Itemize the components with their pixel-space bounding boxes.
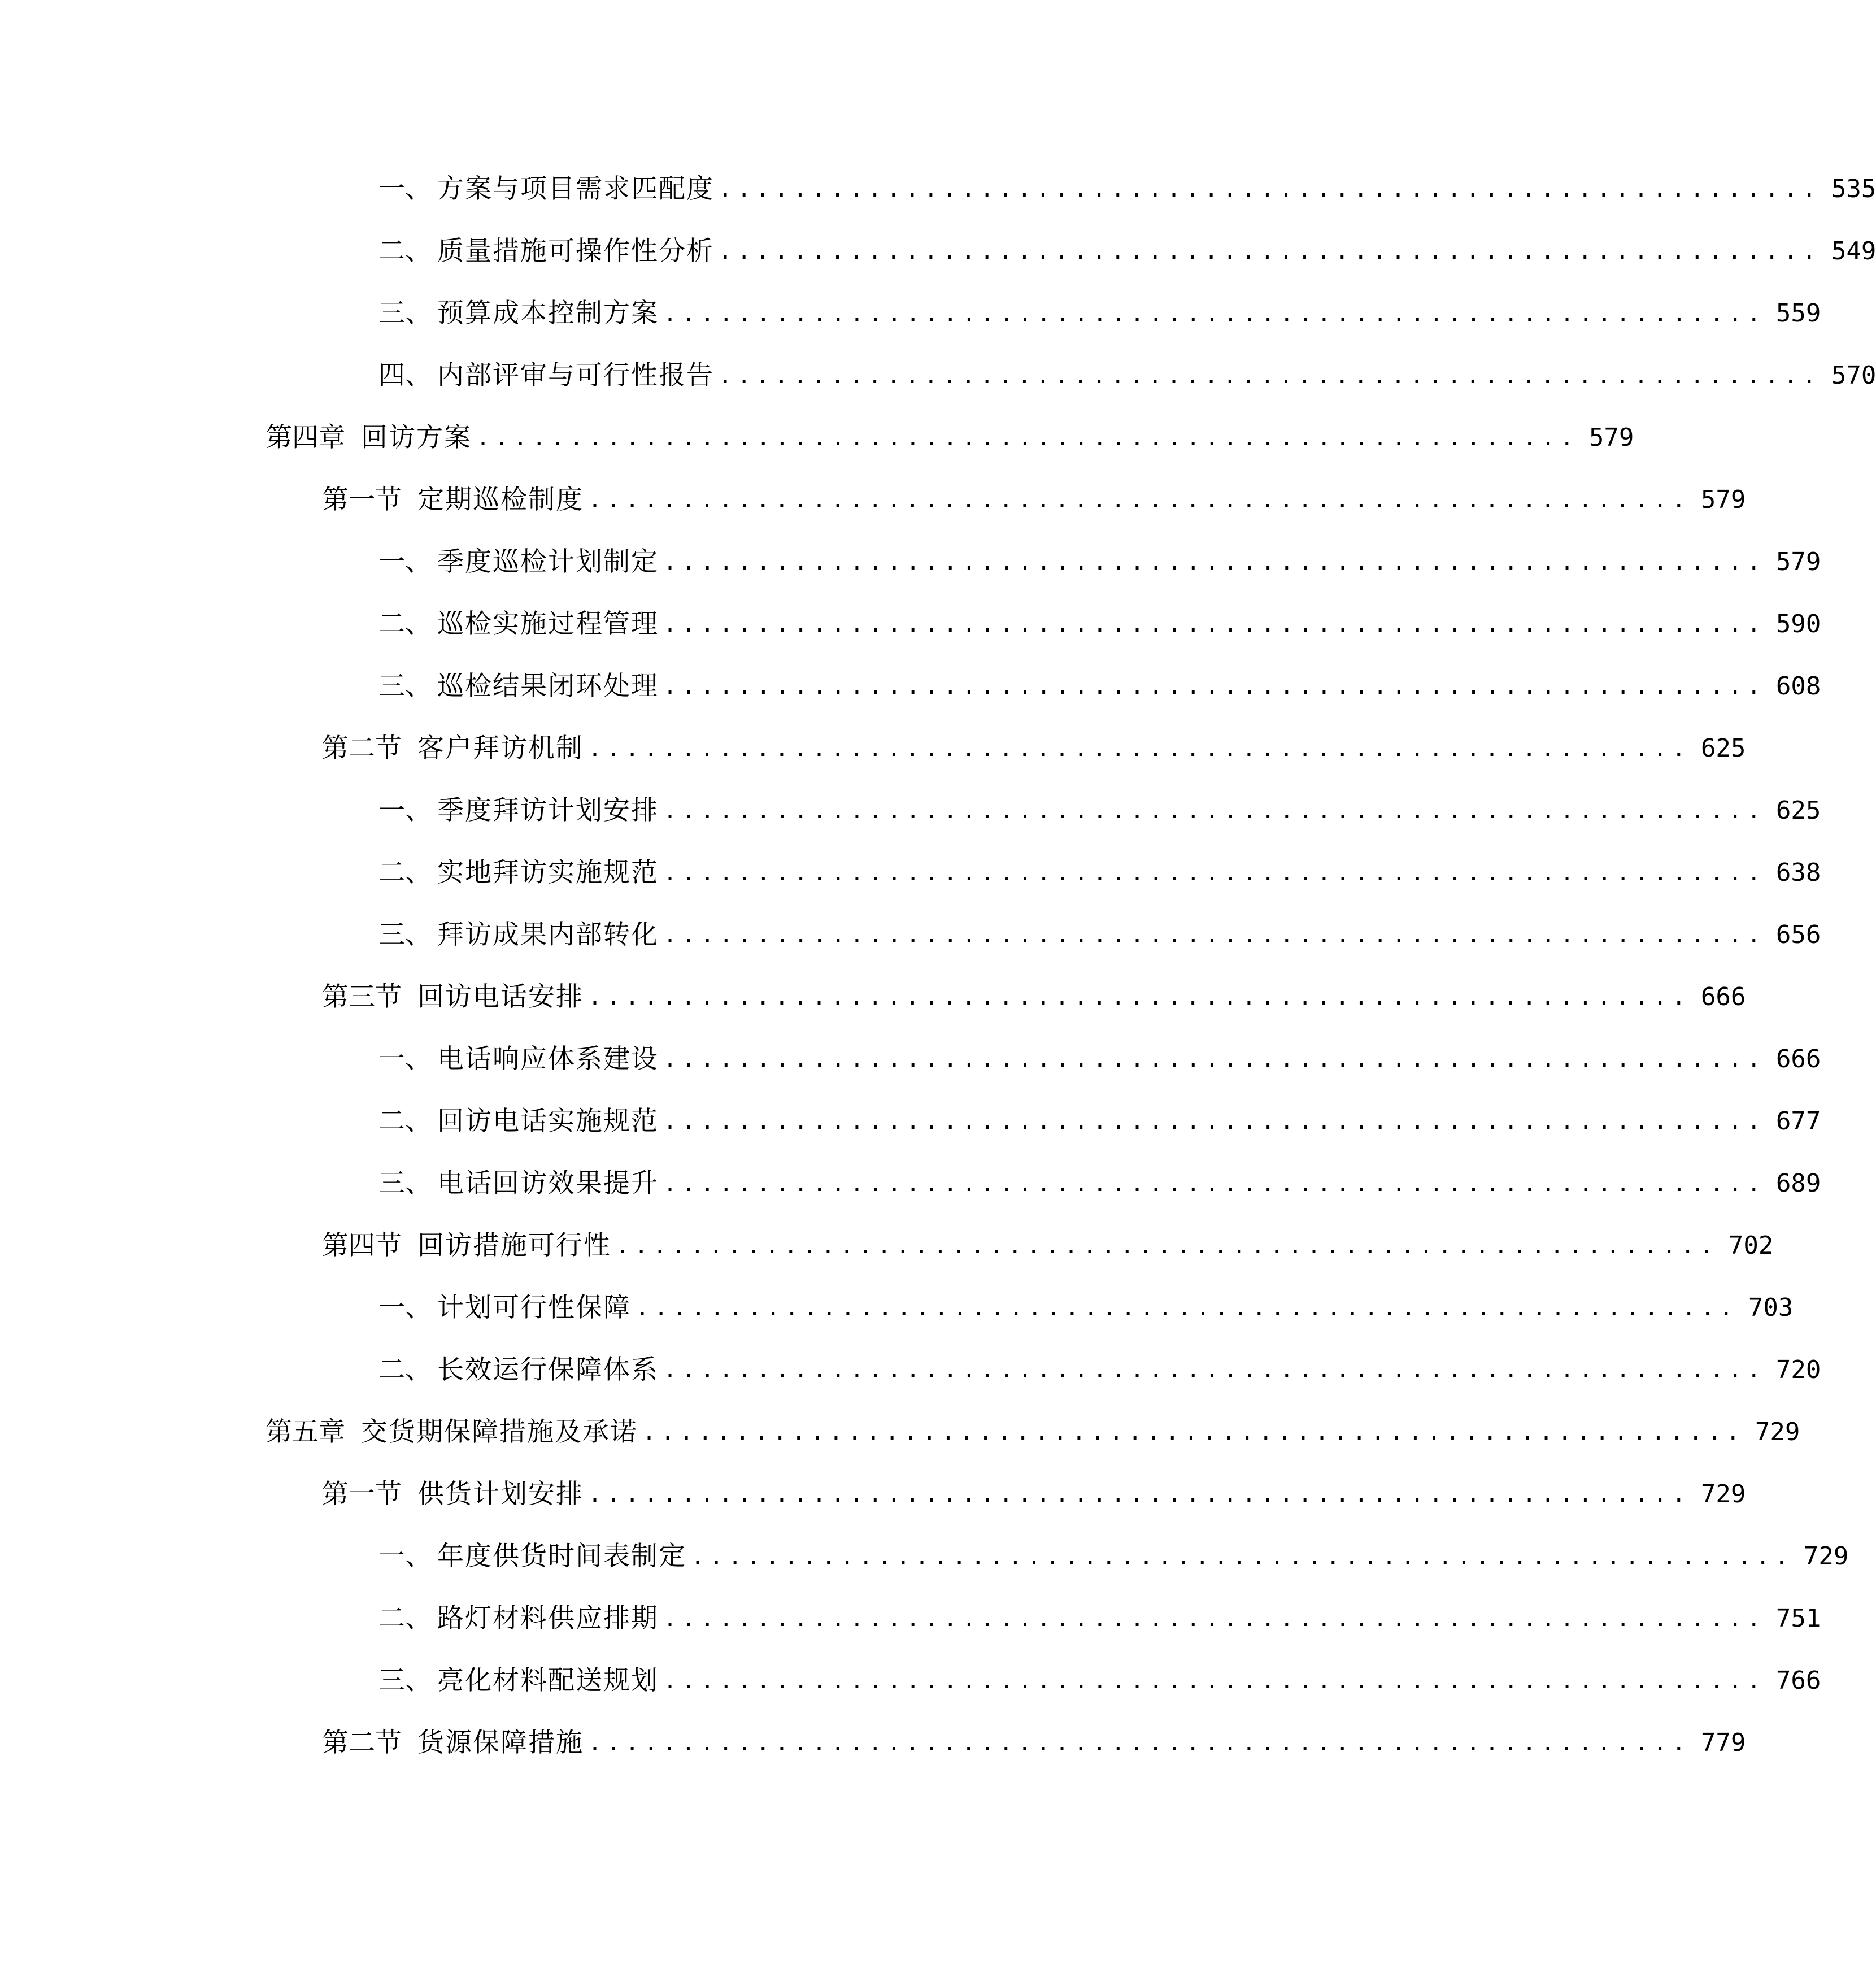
toc-page-number: 570 — [1831, 361, 1876, 390]
dot-leader: ........................................................... — [663, 611, 1766, 637]
toc-entry[interactable] — [378, 356, 1876, 395]
toc-number: 第一节 — [322, 484, 402, 515]
toc-entry[interactable] — [322, 1475, 1746, 1514]
dot-leader: ........................................................... — [588, 984, 1691, 1010]
toc-page-number: 579 — [1700, 485, 1746, 514]
toc-title: 货源保障措施 — [417, 1727, 584, 1758]
dot-leader: ........................................................... — [663, 922, 1766, 948]
toc-entry[interactable] — [378, 1164, 1821, 1203]
dot-leader: ........................................................... — [616, 1233, 1718, 1259]
toc-number: 二、 — [378, 236, 432, 267]
toc-title: 长效运行保障体系 — [437, 1354, 659, 1385]
toc-entry[interactable] — [378, 667, 1821, 706]
toc-number: 二、 — [378, 1106, 432, 1137]
toc-title: 路灯材料供应排期 — [437, 1603, 659, 1634]
toc-entry[interactable] — [378, 1040, 1821, 1079]
toc-number: 一、 — [378, 173, 432, 205]
dot-leader: ........................................................... — [663, 1357, 1766, 1383]
toc-title: 巡检实施过程管理 — [437, 608, 659, 640]
toc-title: 质量措施可操作性分析 — [437, 236, 714, 267]
toc-title: 年度供货时间表制定 — [437, 1541, 686, 1572]
toc-page-number: 535 — [1831, 175, 1876, 203]
toc-title: 回访电话安排 — [417, 981, 584, 1012]
toc-page-number: 766 — [1775, 1666, 1821, 1695]
toc-page-number: 625 — [1775, 796, 1821, 825]
toc-title: 交货期保障措施及承诺 — [361, 1416, 638, 1448]
toc-entry[interactable] — [378, 791, 1821, 831]
toc-title: 拜访成果内部转化 — [437, 919, 659, 950]
toc-page-number: 579 — [1775, 547, 1821, 576]
toc-title: 客户拜访机制 — [417, 733, 584, 764]
toc-entry[interactable] — [322, 1226, 1774, 1266]
toc-title: 回访措施可行性 — [417, 1230, 611, 1261]
toc-title: 实地拜访实施规范 — [437, 857, 659, 888]
toc-title: 预算成本控制方案 — [437, 298, 659, 329]
toc-entry[interactable] — [265, 418, 1634, 458]
toc-number: 第一节 — [322, 1479, 402, 1510]
toc-page-number: 625 — [1700, 734, 1746, 763]
dot-leader: ........................................................... — [663, 549, 1766, 575]
toc-title: 方案与项目需求匹配度 — [437, 173, 714, 205]
toc-page-number: 559 — [1775, 299, 1821, 328]
toc-entry[interactable] — [322, 480, 1746, 520]
toc-entry[interactable] — [322, 1723, 1746, 1763]
toc-entry[interactable] — [378, 1599, 1821, 1638]
toc-title: 巡检结果闭环处理 — [437, 671, 659, 702]
dot-leader: ........................................................... — [663, 860, 1766, 886]
toc-title: 回访电话实施规范 — [437, 1106, 659, 1137]
toc-number: 四、 — [378, 360, 432, 391]
toc-number: 二、 — [378, 608, 432, 640]
toc-page-number: 579 — [1588, 423, 1634, 452]
dot-leader: ........................................................... — [663, 1668, 1766, 1694]
toc-title: 内部评审与可行性报告 — [437, 360, 714, 391]
toc-number: 一、 — [378, 1292, 432, 1323]
dot-leader: ........................................................... — [663, 1606, 1766, 1632]
toc-number: 第二节 — [322, 1727, 402, 1758]
toc-page-number: 608 — [1775, 672, 1821, 701]
dot-leader: ........................................................... — [636, 1295, 1738, 1321]
toc-title: 电话响应体系建设 — [437, 1044, 659, 1075]
toc-number: 三、 — [378, 1168, 432, 1199]
dot-leader: ........................................................... — [663, 1171, 1766, 1197]
toc-number: 一、 — [378, 546, 432, 577]
toc-title: 供货计划安排 — [417, 1479, 584, 1510]
toc-title: 亮化材料配送规划 — [437, 1665, 659, 1696]
toc-number: 三、 — [378, 671, 432, 702]
toc-number: 第四节 — [322, 1230, 402, 1261]
toc-number: 二、 — [378, 1354, 432, 1385]
toc-title: 季度拜访计划安排 — [437, 795, 659, 826]
toc-entry[interactable] — [378, 605, 1821, 644]
toc-page-number: 590 — [1775, 610, 1821, 638]
toc-number: 第二节 — [322, 733, 402, 764]
toc-title: 计划可行性保障 — [437, 1292, 631, 1323]
dot-leader: ........................................................... — [719, 176, 1821, 202]
toc-number: 三、 — [378, 298, 432, 329]
toc-title: 电话回访效果提升 — [437, 1168, 659, 1199]
toc-entry[interactable] — [378, 169, 1876, 209]
dot-leader: ........................................................... — [663, 1109, 1766, 1135]
dot-leader: ........................................................... — [719, 238, 1821, 264]
toc-number: 一、 — [378, 1044, 432, 1075]
dot-leader: ........................................................... — [719, 363, 1821, 389]
dot-leader: ........................................................... — [663, 798, 1766, 824]
toc-page-number: 656 — [1775, 920, 1821, 949]
toc-page-number: 666 — [1775, 1045, 1821, 1073]
toc-entry[interactable] — [378, 1288, 1794, 1328]
dot-leader: ........................................................... — [588, 736, 1691, 762]
toc-entry[interactable] — [378, 232, 1876, 271]
dot-leader: ........................................................... — [663, 1046, 1766, 1072]
toc-page-number: 720 — [1775, 1355, 1821, 1384]
toc-entry[interactable] — [378, 1102, 1821, 1141]
dot-leader: ........................................................... — [663, 301, 1766, 327]
toc-entry[interactable] — [378, 853, 1821, 893]
dot-leader: ........................................................... — [476, 425, 1579, 451]
dot-leader: ........................................................... — [663, 673, 1766, 699]
toc-page-number: 779 — [1700, 1728, 1746, 1757]
toc-entry[interactable] — [378, 294, 1821, 333]
toc-number: 第五章 — [265, 1416, 345, 1448]
toc-page-number: 638 — [1775, 858, 1821, 887]
toc-number: 一、 — [378, 795, 432, 826]
toc-entry[interactable] — [378, 1537, 1849, 1576]
dot-leader: ........................................................... — [588, 487, 1691, 513]
toc-entry[interactable] — [378, 1350, 1821, 1390]
dot-leader: ........................................................... — [588, 1481, 1691, 1507]
toc-page-number: 689 — [1775, 1169, 1821, 1198]
dot-leader: ........................................................... — [588, 1730, 1691, 1756]
toc-page-number: 666 — [1700, 983, 1746, 1011]
toc-entry[interactable] — [322, 977, 1746, 1017]
toc-entry[interactable] — [378, 542, 1821, 582]
toc-page-number: 549 — [1831, 237, 1876, 266]
toc-number: 二、 — [378, 1603, 432, 1634]
dot-leader: ........................................................... — [691, 1544, 1794, 1570]
toc-page-number: 751 — [1775, 1604, 1821, 1633]
toc-number: 二、 — [378, 857, 432, 888]
toc-entry[interactable] — [378, 915, 1821, 955]
toc-page-number: 703 — [1748, 1293, 1794, 1322]
toc-number: 三、 — [378, 919, 432, 950]
toc-title: 季度巡检计划制定 — [437, 546, 659, 577]
toc-number: 第三节 — [322, 981, 402, 1012]
toc-title: 定期巡检制度 — [417, 484, 584, 515]
dot-leader: ........................................................... — [642, 1419, 1745, 1445]
toc-page-number: 729 — [1803, 1542, 1849, 1571]
toc-page-number: 677 — [1775, 1107, 1821, 1136]
toc-page-number: 729 — [1700, 1480, 1746, 1509]
toc-number: 一、 — [378, 1541, 432, 1572]
toc-page-number: 729 — [1755, 1418, 1800, 1446]
toc-page-number: 702 — [1728, 1231, 1774, 1260]
toc-entry[interactable] — [378, 1661, 1821, 1701]
toc-number: 第四章 — [265, 422, 345, 453]
toc-title: 回访方案 — [361, 422, 472, 453]
toc-number: 三、 — [378, 1665, 432, 1696]
toc-entry[interactable] — [265, 1412, 1800, 1452]
toc-entry[interactable] — [322, 729, 1746, 768]
